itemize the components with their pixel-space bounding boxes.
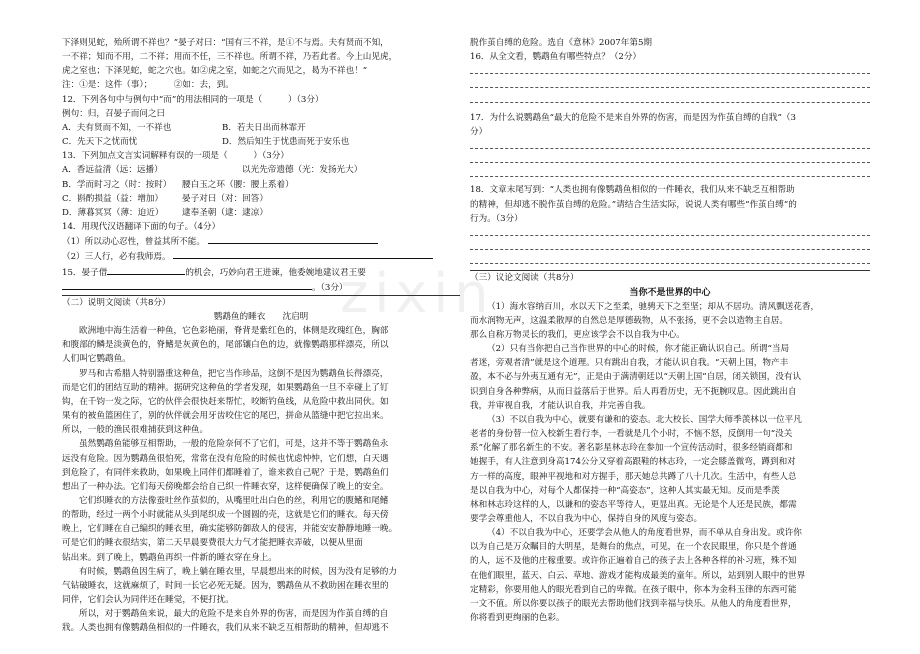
- option-row: [62, 135, 460, 149]
- paragraph-line: 所以，一般的渔民很难捕获到这种鱼。: [62, 425, 209, 436]
- left-column: [62, 36, 460, 636]
- paragraph-line: 系”化解了那名新生的不安。著名影星林志玲在参加一个宣传活动时，很多经销商都和: [470, 443, 793, 454]
- option-b[interactable]: B．若夫日出而林霏开: [222, 122, 306, 133]
- paragraph-line: 要学会尊重他人，不以自我为中心，保持自身的风度与姿态。: [470, 514, 703, 525]
- paragraph-line: 者迷，旁观者清”就是这个道理。只有跳出自我，才能认识自我。“天朝上国，物产丰: [470, 358, 789, 369]
- paragraph: [470, 413, 870, 526]
- option-a[interactable]: A．香远益清（远：远播）: [62, 165, 163, 176]
- paragraph-line: 可是它们的睡衣很结实，第二天早晨要费很大力气才能把睡衣弄破，以便从里面: [62, 538, 363, 549]
- answer-line[interactable]: [470, 153, 870, 167]
- paragraph-line: 定精彩，你要用他人的眼光看到自己的卑微。在孩子眼中，你本为金科玉律的东西可能: [470, 584, 797, 595]
- paragraph-line: 戕。人类也拥有像鹦鹉鱼相似的一件睡衣，我们从来不缺乏互相帮助的精神，但却逃不: [62, 623, 389, 634]
- question-stem: 17．为什么说鹦鹉鱼“最大的危险不是来自外界的伤害，而是因为作茧自缚的自戕”（3: [470, 112, 796, 123]
- paragraph-line: 钻出来。到了晚上，鹦鹉鱼再织一件新的睡衣穿在身上。: [62, 552, 277, 563]
- translate-item: [62, 249, 460, 264]
- paragraph: [62, 437, 460, 494]
- paragraph-line: 和腹部的鳞是淡黄色的，脊鳍是灰黄色的，尾部镶白色的边，就像鹦鹉那样漂亮，所以: [62, 340, 389, 351]
- option-c[interactable]: C．斟酌损益（益：增加）: [62, 193, 164, 204]
- answer-line[interactable]: [470, 93, 870, 107]
- paragraph-line: 的人，远不及他的庄稼重要。或许你正遍着自己的孩子去上各种各样的补习班，殊不知: [470, 556, 797, 567]
- paragraph-line: 那么自称万物灵长的我们，更应该学会不以自我为中心。: [470, 329, 685, 340]
- question-text: 的机会，巧妙向君王进谏，他委婉地建议君王要: [185, 267, 366, 278]
- question-18: [470, 183, 870, 268]
- paragraph-line: 而水润物无声，这温柔散厚的自然总是厚德载物，从不张扬，更不会以造物主自居。: [470, 315, 788, 326]
- paragraph-line: 以为自己是万众瞩目的大明星，是舞台的焦点，可见，在一个农民眼里，你只是个普通: [470, 542, 797, 553]
- question-12: [62, 93, 460, 150]
- right-column: [470, 36, 870, 625]
- question-17: [470, 111, 870, 182]
- article-title: 当你不是世界的中心: [629, 287, 711, 298]
- question-stem: 行为。（3分）: [470, 213, 523, 224]
- answer-blank[interactable]: [107, 265, 185, 275]
- question-stem: 13．下列加点文言实词解释有误的一项是（ ）（3分）: [62, 151, 289, 162]
- paragraph-line: 林和林志玲这样的人，以谦和的姿态平等待人，更显出真。无论是个人还是民族，都需: [470, 499, 797, 510]
- paragraph-line: 罗马和古希腊人特别器重这种鱼，把它当作珍品，这倒不是因为鹦鹉鱼长得漂亮，: [79, 368, 389, 379]
- paragraph-line: （1）海水容纳百川，水以天下之至柔，驰骋天下之至坚；却从不居功。清风飘送花香，: [487, 301, 820, 312]
- article-title: 鹦鹉鱼的睡衣 沈启明: [213, 311, 309, 322]
- question-16: 16．从全文看，鹦鹉鱼有哪些特点？（2分）: [470, 52, 642, 63]
- translate-sentence: （2）三人行，必有我师焉。: [62, 252, 171, 263]
- fill-line: [62, 265, 460, 280]
- paragraph-line: 人们叫它鹦鹉鱼。: [62, 354, 131, 365]
- question-text: 15．晏子借: [62, 267, 108, 278]
- paragraph: [62, 367, 460, 438]
- paragraph-line: 方一样的高度，眼神平视地和对方握手，那天她总共蹲了八十几次。生活中，有些人总: [470, 471, 797, 482]
- paragraph-line: 虽然鹦鹉鱼能够互相帮助，一般的危险奈何不了它们，可是，这并不等于鹦鹉鱼永: [79, 439, 389, 450]
- option-a[interactable]: A．夫有贤而不知，一不祥也: [62, 122, 172, 133]
- paragraph-line: 老者的身份替一位入校新生看行李，一看就是几个小时，不恼不怒，反倒用一句“没关: [470, 429, 793, 440]
- answer-line[interactable]: [470, 226, 870, 240]
- answer-line[interactable]: [470, 64, 870, 78]
- option-c[interactable]: C．先天下之忧而忧: [62, 137, 138, 148]
- paragraph-line: 是以自我为中心，对每个人都保持一种“高姿态”，这种人其实最无知。反而是季羡: [470, 485, 780, 496]
- paragraph-line: 气钻破睡衣，这就麻烦了，时间一长它必死无疑。因为，鹦鹉鱼从不救助困在睡衣里的: [62, 580, 389, 591]
- answer-line[interactable]: [470, 139, 870, 153]
- option-row: [62, 192, 460, 206]
- paragraph-line: 欧洲地中海生活着一种鱼，它色彩艳丽，脊背是紫红色的，体侧是玫瑰红色，胸部: [79, 326, 389, 337]
- answer-blank[interactable]: [173, 249, 433, 259]
- paragraph-line: 在他们眼里，蓝天、白云、草地、游戏才能构成最美的童年。所以，站到别人眼中的世界: [470, 570, 806, 581]
- option-b[interactable]: B．学而时习之（时：按时）: [62, 179, 172, 190]
- answer-blank[interactable]: [208, 234, 378, 244]
- paragraph-line: 一文不值。所以你要以孩子的眼光去帮助他们找到幸福与快乐。从他人的角度看世界，: [470, 598, 797, 609]
- paragraph-line: 晚上，它们睡在自己编织的睡衣里，确实能够防御敌人的侵害，并能安安静静地睡一晚。: [62, 524, 398, 535]
- option-b-extra: 腰白玉之环（腰：腰上系着）: [182, 179, 294, 190]
- example-sentence: 例句：归，召晏子而问之曰: [62, 108, 166, 119]
- section-expository: [62, 295, 460, 636]
- paragraph-line: 你将看到更绚丽的色彩。: [470, 613, 565, 624]
- paragraph-line: 想出了一种办法。它们每天傍晚都会给自己织一件睡衣穿，这样便确保了晚上的安全。: [62, 481, 389, 492]
- paragraph: [470, 300, 870, 342]
- paragraph-line: 所以，对于鹦鹉鱼来说，最大的危险不是来自外界的伤害，而是因为作茧自缚的自: [79, 609, 389, 620]
- paragraph: [470, 526, 870, 625]
- question-14: [62, 220, 460, 264]
- option-d-extra: 逮奉圣朝（逮：逮凉）: [182, 207, 268, 218]
- classical-text-tail: [62, 36, 460, 93]
- paragraph-line: 有时候，鹦鹉鱼因生病了，晚上躺在睡衣里，早晨想出来的时候，因为没有足够的力: [79, 566, 397, 577]
- option-row: [62, 206, 460, 220]
- paragraph-line: 盈，本不必与外夷互通有无”，正是由于满清朝廷以“天朝上国”自居，闭关锁国，没有认: [470, 372, 802, 383]
- paragraph-line: 远没有危险。因为鹦鹉鱼很怕死，常常在没有危险的时候也忧虑忡忡，它们想，白天遇: [62, 453, 389, 464]
- paragraph-line: 她握手，有人注意到身高174公分又穿着高跟鞋的林志玲，一定会膝盖微弯，蹲到和对: [470, 457, 796, 468]
- question-stem: 12．下列各句中与例句中“而”的用法相同的一项是（ ）（3分）: [62, 94, 324, 105]
- article-body: [62, 324, 460, 635]
- section-argumentative: [470, 270, 870, 625]
- answer-line[interactable]: [470, 167, 870, 181]
- paragraph-line: （3）不以自我为中心，就要有谦和的姿态。北大校长、国学大师季羡林以一位平凡: [487, 414, 802, 425]
- section-header: （三）议论文阅读（共8分）: [470, 273, 579, 284]
- answer-blank[interactable]: [62, 280, 312, 290]
- translate-item: [62, 234, 460, 249]
- paragraph-line: 同伴，它们会认为同伴还在睡觉，不便打扰。: [62, 595, 234, 606]
- paragraph: [62, 324, 460, 366]
- option-c-extra: 晏子对曰（对：回答）: [182, 193, 268, 204]
- paragraph-line: 果有的被鱼篮困住了，别的伙伴就会用牙齿咬住它的尾巴，拼命从篮缝中把它拉出来。: [62, 411, 389, 422]
- option-row: [62, 163, 460, 177]
- text-line: 虎之室也；下泽见蛇，蛇之穴也。如②虎之室，如蛇之穴而见之，曷为不祥也！”: [62, 66, 368, 77]
- answer-line[interactable]: [470, 240, 870, 254]
- text-line: 下泽则见蛇，殆所谓不祥也？”晏子对曰：“国有三不祥，是①不与焉。夫有贤而不知，: [62, 38, 389, 48]
- option-d[interactable]: D．然后知生于忧患而死于安乐也: [222, 137, 350, 148]
- paragraph: [470, 342, 870, 413]
- paragraph-line: 它们织睡衣的方法像蚕吐丝作茧似的，从嘴里吐出白色的丝，利用它的腹鳍和尾鳍: [79, 496, 389, 506]
- article-body: [470, 300, 870, 626]
- question-15: [62, 265, 460, 295]
- option-a-extra: 以光先帝遗德（光：发扬光大）: [242, 165, 363, 176]
- option-row: [62, 178, 460, 192]
- paragraph-line: 识到自身各种弊病，从而日益落后于世界。后人再看历史，无不扼腕叹息。因此跳出自: [470, 386, 797, 397]
- paragraph-line: （2）只有当你把自己当作世界的中心的时候，你才能正确认识自己。所谓“当局: [487, 344, 790, 355]
- answer-line[interactable]: [470, 254, 870, 268]
- paragraph: [62, 565, 460, 607]
- question-stem: 14．用现代汉语翻译下面的句子。（4分）: [62, 222, 221, 233]
- paragraph-line: 我，并审视自我，才能认识自我，并完善自我。: [470, 400, 651, 411]
- question-stem: 18．文章末尾写到：“人类也拥有像鹦鹉鱼相似的一件睡衣，我们从来不缺乏互相帮助: [470, 185, 795, 196]
- paragraph: [62, 607, 460, 635]
- paragraph-line: 到危险了，有同伴来救助，如果晚上同伴们都睡着了，谁来救自己呢？于是，鹦鹉鱼们: [62, 467, 389, 478]
- paragraph-line: 钩，在千钧一发之际，它的伙伴会很快赶来帮忙，咬断钓鱼线，从危险中救出同伙。如: [62, 396, 389, 407]
- question-stem: 的精神，但却逃不脱作茧自缚的危险。”请结合生活实际，说说人类有哪些“作茧自缚”的: [470, 199, 797, 210]
- paragraph: [62, 494, 460, 565]
- fill-line: [62, 280, 460, 295]
- paragraph-line: 的帮助，经过一两个小时就能从头到尾织成一个圆圆的壳，这就是它们的睡衣。每天傍: [62, 510, 389, 521]
- option-row: [62, 121, 460, 135]
- question-stem: 分）: [470, 126, 488, 137]
- question-13: [62, 149, 460, 220]
- text-line: 一不祥；知而不用，二不祥；用而不任，三不祥也。所谓不祥，乃若此者。今上山见虎，: [62, 52, 398, 63]
- annotation-note: 注：①是：这件（事）； ②如：去，到。: [62, 80, 234, 91]
- watermark: zixin: [340, 262, 495, 325]
- source-line: 脱作茧自缚的危险。选自《意林》2007年第5期: [470, 38, 653, 48]
- question-text: 。（3分）: [312, 282, 348, 293]
- answer-line[interactable]: [470, 78, 870, 92]
- option-d[interactable]: D．薄暮冥冥（薄：迫近）: [62, 207, 164, 218]
- paragraph-line: 而是它们的团结互助的精神。据研究这种鱼的学者发现，如果鹦鹉鱼一旦不幸碰上了钉: [62, 382, 389, 393]
- section-header: （二）说明文阅读（共8分）: [62, 297, 171, 308]
- paragraph-line: （4）不以自我为中心，还要学会从他人的角度看世界，而不单从自身出发。或许你: [487, 528, 802, 539]
- translate-sentence: （1）所以动心忍性，曾益其所不能。: [62, 237, 205, 248]
